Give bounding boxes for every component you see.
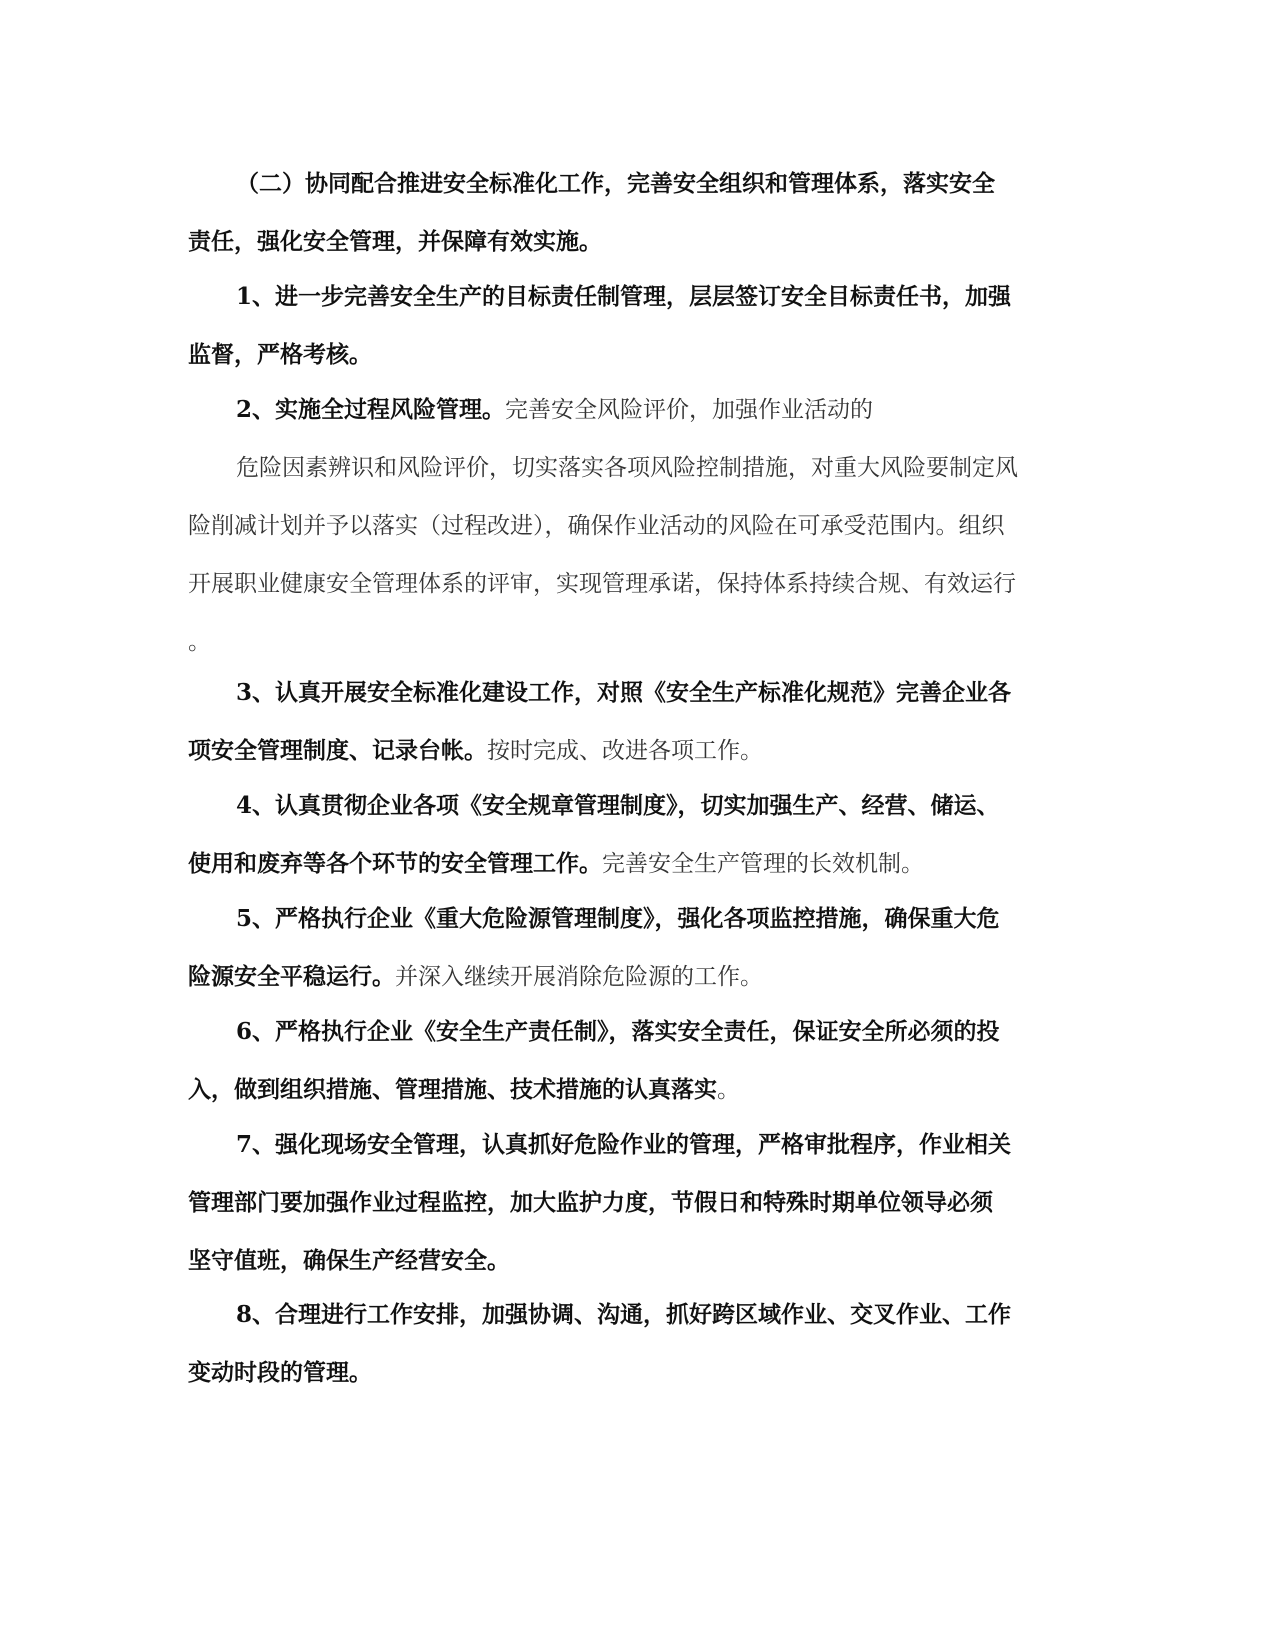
item3-line1: 3、认真开展安全标准化建设工作，对照《安全生产标准化规范》完善企业各 xyxy=(236,679,1012,706)
list-item-3 xyxy=(188,664,1088,780)
item6-line2-normal: 。 xyxy=(717,1077,740,1103)
item6-line1: 6、严格执行企业《安全生产责任制》，落实安全责任，保证安全所必须的投 xyxy=(236,1018,1000,1045)
item7-line2: 管理部门要加强作业过程监控，加大监护力度，节假日和特殊时期单位领导必须 xyxy=(188,1189,993,1216)
list-item-4 xyxy=(188,777,1088,893)
item2-normal-text: 完善安全风险评价，加强作业活动的 xyxy=(505,397,874,423)
item4-line1: 4、认真贯彻企业各项《安全规章管理制度》，切实加强生产、经营、储运、 xyxy=(236,792,1000,819)
section-heading xyxy=(188,155,1088,271)
item3-line2-normal: 按时完成、改进各项工作。 xyxy=(487,738,763,764)
list-item-8 xyxy=(188,1286,1088,1402)
item5-line2-normal: 并深入继续开展消除危险源的工作。 xyxy=(395,964,763,990)
list-item-7 xyxy=(188,1116,1088,1290)
item3-line2-bold: 项安全管理制度、记录台帐。 xyxy=(188,737,487,764)
section-heading-line2: 责任，强化安全管理，并保障有效实施。 xyxy=(188,228,602,255)
item5-line1: 5、严格执行企业《重大危险源管理制度》，强化各项监控措施，确保重大危 xyxy=(236,905,1000,932)
section-heading-line1: （二）协同配合推进安全标准化工作，完善安全组织和管理体系，落实安全 xyxy=(236,170,995,197)
item4-line2-normal: 完善安全生产管理的长效机制。 xyxy=(602,851,924,877)
item5-line2 xyxy=(188,948,1088,1006)
item8-line2: 变动时段的管理。 xyxy=(188,1359,372,1386)
item6-line2 xyxy=(188,1061,1088,1119)
item2-cont-line3: 开展职业健康安全管理体系的评审，实现管理承诺，保持体系持续合规、有效运行 xyxy=(188,571,1016,597)
item4-line2 xyxy=(188,835,1088,893)
item3-line2 xyxy=(188,722,1088,780)
item2-cont-line1: 危险因素辨识和风险评价，切实落实各项风险控制措施，对重大风险要制定风 xyxy=(236,455,1018,481)
item1-line2: 监督，严格考核。 xyxy=(188,341,372,368)
item2-cont-line4: 。 xyxy=(188,629,211,655)
item7-line1: 7、强化现场安全管理，认真抓好危险作业的管理，严格审批程序，作业相关 xyxy=(236,1131,1012,1158)
item8-line1: 8、合理进行工作安排，加强协调、沟通，抓好跨区域作业、交叉作业、工作 xyxy=(236,1301,1012,1328)
item2-cont-line2: 险削减计划并予以落实（过程改进），确保作业活动的风险在可承受范围内。组织 xyxy=(188,513,1005,539)
item4-line2-bold: 使用和废弃等各个环节的安全管理工作。 xyxy=(188,850,602,877)
item7-line3: 坚守值班，确保生产经营安全。 xyxy=(188,1247,510,1274)
list-item-1 xyxy=(188,268,1088,384)
item1-line1: 1、进一步完善安全生产的目标责任制管理，层层签订安全目标责任书，加强 xyxy=(236,283,1012,310)
item2-bold-text: 2、实施全过程风险管理。 xyxy=(236,396,506,423)
list-item-6 xyxy=(188,1003,1088,1119)
list-item-2 xyxy=(188,381,1088,671)
item6-line2-bold: 入，做到组织措施、管理措施、技术措施的认真落实 xyxy=(188,1076,717,1103)
list-item-5 xyxy=(188,890,1088,1006)
item5-line2-bold: 险源安全平稳运行。 xyxy=(188,963,395,990)
item2-line1 xyxy=(188,381,1088,439)
